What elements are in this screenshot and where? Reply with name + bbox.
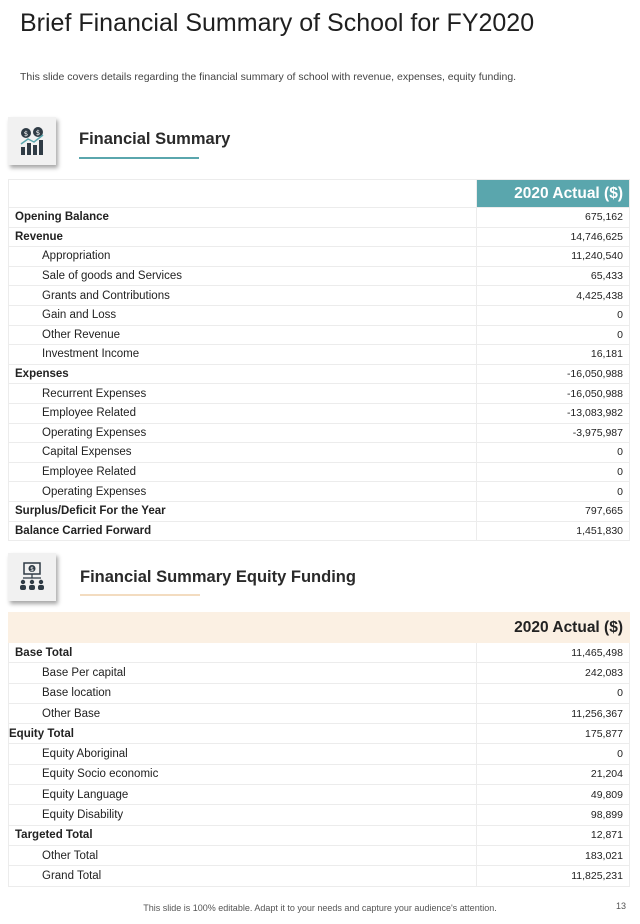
row-label: Appropriation <box>9 247 477 267</box>
table-header-row <box>9 180 630 208</box>
table-row <box>9 482 630 502</box>
row-label: Opening Balance <box>9 208 477 228</box>
table-row <box>9 845 630 865</box>
row-value: 12,871 <box>477 825 630 845</box>
row-value: 16,181 <box>477 345 630 365</box>
row-value: 0 <box>477 683 630 703</box>
table-row <box>9 227 630 247</box>
row-label: Base Total <box>9 643 477 663</box>
row-value: 797,665 <box>477 501 630 521</box>
table-row <box>9 501 630 521</box>
row-label: Revenue <box>9 227 477 247</box>
row-label: Recurrent Expenses <box>9 384 477 404</box>
dollar-board-people-icon <box>16 561 48 593</box>
table-row <box>9 305 630 325</box>
row-label: Balance Carried Forward <box>9 521 477 541</box>
row-value: 4,425,438 <box>477 286 630 306</box>
equity-funding-icon-box <box>8 553 56 601</box>
equity-funding-table <box>8 612 630 887</box>
column-header: 2020 Actual ($) <box>477 180 630 208</box>
table-row <box>9 724 630 744</box>
row-value: -3,975,987 <box>477 423 630 443</box>
row-label: Capital Expenses <box>9 443 477 463</box>
row-value: 0 <box>477 462 630 482</box>
row-value: 675,162 <box>477 208 630 228</box>
row-label: Grand Total <box>9 866 477 886</box>
table-row <box>9 325 630 345</box>
row-value: 242,083 <box>477 663 630 683</box>
row-label: Equity Socio economic <box>9 764 477 784</box>
row-value: -16,050,988 <box>477 364 630 384</box>
chart-money-icon <box>16 125 48 157</box>
table-row <box>9 384 630 404</box>
table-row <box>9 521 630 541</box>
footer-note: This slide is 100% editable. Adapt it to your needs and capture your audience's attention. <box>143 903 497 913</box>
svg-text:$: $ <box>35 129 41 137</box>
row-value: 0 <box>477 325 630 345</box>
table-row <box>9 683 630 703</box>
row-label: Expenses <box>9 364 477 384</box>
svg-text:$: $ <box>23 130 29 138</box>
row-label: Employee Related <box>9 462 477 482</box>
equity-funding-title: Financial Summary Equity Funding <box>80 568 356 586</box>
table-row <box>9 247 630 267</box>
table-row <box>9 208 630 228</box>
row-value: -16,050,988 <box>477 384 630 404</box>
table-row <box>9 866 630 886</box>
financial-summary-icon-box <box>8 117 56 165</box>
row-label: Equity Aboriginal <box>9 744 477 764</box>
financial-summary-title: Financial Summary <box>79 130 231 148</box>
row-label: Base Per capital <box>9 663 477 683</box>
table-row <box>9 785 630 805</box>
header-blank-cell <box>9 180 477 208</box>
row-label: Other Base <box>9 703 477 723</box>
row-value: 98,899 <box>477 805 630 825</box>
row-label: Grants and Contributions <box>9 286 477 306</box>
financial-summary-table <box>8 179 630 541</box>
row-label: Surplus/Deficit For the Year <box>9 501 477 521</box>
page-subtitle: This slide covers details regarding the financial summary of school with revenue, expenses, equity funding. <box>20 71 517 83</box>
page-title: Brief Financial Summary of School for FY2020 <box>20 9 535 37</box>
table-row <box>9 462 630 482</box>
row-label: Other Total <box>9 845 477 865</box>
row-label: Other Revenue <box>9 325 477 345</box>
table-row <box>9 364 630 384</box>
row-label: Operating Expenses <box>9 423 477 443</box>
row-value: 183,021 <box>477 845 630 865</box>
row-label: Sale of goods and Services <box>9 266 477 286</box>
table-row <box>9 663 630 683</box>
row-label: Equity Disability <box>9 805 477 825</box>
row-value: 14,746,625 <box>477 227 630 247</box>
column-header: 2020 Actual ($) <box>477 613 630 643</box>
row-value: 1,451,830 <box>477 521 630 541</box>
row-label: Operating Expenses <box>9 482 477 502</box>
row-label: Equity Language <box>9 785 477 805</box>
row-value: 11,240,540 <box>477 247 630 267</box>
row-value: 11,256,367 <box>477 703 630 723</box>
row-value: 65,433 <box>477 266 630 286</box>
row-value: 0 <box>477 744 630 764</box>
row-value: -13,083,982 <box>477 403 630 423</box>
row-value: 0 <box>477 482 630 502</box>
row-label: Equity Total <box>9 724 477 744</box>
table-header-row <box>9 613 630 643</box>
row-value: 175,877 <box>477 724 630 744</box>
row-value: 0 <box>477 305 630 325</box>
table-row <box>9 423 630 443</box>
page-number: 13 <box>615 901 626 911</box>
row-value: 0 <box>477 443 630 463</box>
header-blank-cell <box>9 613 477 643</box>
table-row <box>9 443 630 463</box>
row-value: 11,465,498 <box>477 643 630 663</box>
row-value: 11,825,231 <box>477 866 630 886</box>
row-label: Gain and Loss <box>9 305 477 325</box>
table-row <box>9 345 630 365</box>
row-value: 21,204 <box>477 764 630 784</box>
table-row <box>9 764 630 784</box>
row-label: Investment Income <box>9 345 477 365</box>
row-label: Employee Related <box>9 403 477 423</box>
svg-text:$: $ <box>30 566 34 573</box>
table-row <box>9 403 630 423</box>
equity-funding-underline <box>80 594 200 596</box>
financial-summary-underline <box>79 157 199 159</box>
row-label: Targeted Total <box>9 825 477 845</box>
row-value: 49,809 <box>477 785 630 805</box>
table-row <box>9 643 630 663</box>
table-row <box>9 703 630 723</box>
table-row <box>9 744 630 764</box>
table-row <box>9 825 630 845</box>
table-row <box>9 266 630 286</box>
table-row <box>9 286 630 306</box>
row-label: Base location <box>9 683 477 703</box>
table-row <box>9 805 630 825</box>
